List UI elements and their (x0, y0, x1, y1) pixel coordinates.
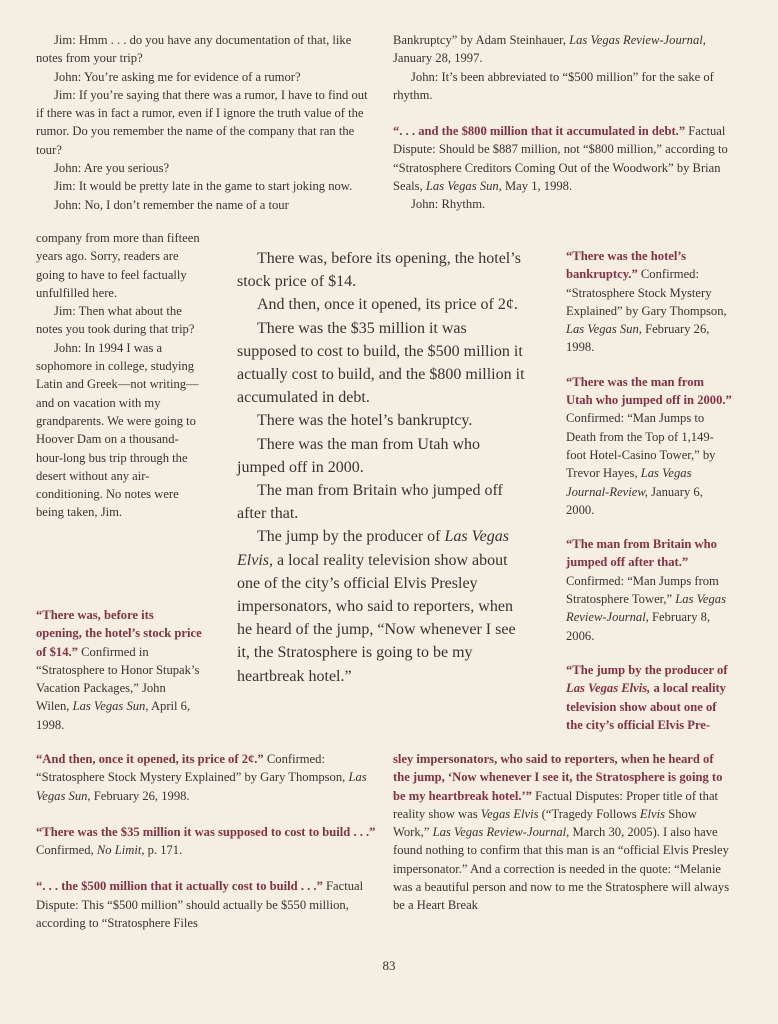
note-heading: “There was, before its opening, the hotel’s stock price of $14.” (36, 608, 202, 659)
main-text-column (237, 247, 530, 688)
main-paragraph: There was, before its opening, the hotel’s stock price of $14. (237, 250, 521, 291)
note: sley impersonators, who said to reporters, when he heard of the jump, ‘Now whenever I see it, the Stratosphere is going to be my heartbreak hotel.’” Factual Disputes: Proper title of that reality show was Vegas Elvis (“Tragedy Follows Elvis Show Work,” Las Vegas Review-Journal, March 30, 2005). I also have found nothing to confirm that this man is an “official Elvis Presley impersonator.” And a correction is needed in the quote: “Melanie was a beautiful person and now to me the Stratosphere will always be a Heart Break (393, 752, 730, 913)
left-narrow-column (36, 229, 202, 522)
right-notes-column (566, 247, 733, 750)
dialogue-line: John: It’s been abbreviated to “$500 million” for the sake of rhythm. (393, 69, 714, 102)
note-heading: “The man from Britain who jumped off after that.” (566, 537, 717, 570)
dialogue-line: Jim: It would be pretty late in the game to start joking now. (54, 179, 353, 194)
dialogue-line: John: You’re asking me for evidence of a rumor? (54, 69, 301, 84)
note-heading: “. . . the $500 million that it actually cost to build . . .” (36, 879, 323, 894)
main-paragraph: There was the $35 million it was supposed to cost to build, the $500 million it actually cost to build, and the $800 million it accumulated in debt. (237, 319, 525, 407)
bottom-left-notes (36, 750, 376, 950)
note-heading: “The jump by the producer of Las Vegas Elvis, a local reality television show about one of the city’s official Elvis Pre- (566, 662, 728, 732)
note-heading: sley impersonators, who said to reporters, when he heard of the jump, ‘Now whenever I see it, the Stratosphere is going to be my heartbreak hotel.’” (393, 752, 723, 803)
main-paragraph: And then, once it opened, its price of 2¢. (257, 296, 518, 314)
main-paragraph: There was the hotel’s bankruptcy. (257, 412, 473, 430)
dialogue-line: John: In 1994 I was a sophomore in college, studying Latin and Greek—not writing—and on vacation with my grandparents. We were going to Hoover Dam on a thousand-hour-long bus trip through the desert without any air-conditioning. No notes were being taken, Jim. (36, 340, 199, 520)
top-right-column: Bankruptcy” by Adam Steinhauer, Las Vegas Review-Journal, January 28, 1997. John: It’s been abbreviated to “$500 million” for the sake of rhythm. “. . . and the $800 million that it accumulated in debt.” Factual Dispute: Should be $887 million, not “$800 million,” according to “Stratosphere Creditors Coming Out of the Woodwork” by Brian Seals, Las Vegas Sun, May 1, 1998. John: Rhythm. (393, 31, 733, 214)
dialogue-line: Jim: Hmm . . . do you have any documentation of that, like notes from your trip? (36, 33, 352, 66)
dialogue-line: company from more than fifteen years ago. Sorry, readers are going to have to feel factually unfulfilled here. (36, 231, 200, 300)
bottom-right-note (393, 750, 733, 933)
note: “There was the hotel’s bankruptcy.” Confirmed: “Stratosphere Stock Mystery Explained” by Gary Thompson, Las Vegas Sun, February 26, 1998. (566, 249, 727, 355)
top-left-column (36, 31, 376, 214)
note-heading: “And then, once it opened, its price of 2¢.” (36, 752, 264, 766)
note (566, 661, 733, 734)
note-heading: “There was the man from Utah who jumped off in 2000.” (566, 374, 732, 408)
dialogue-line: Jim: If you’re saying that there was a rumor, I have to find out if there was in fact a rumor, even if I ignore the truth value of the rumor. Do you remember the name of the company that ran the tour? (36, 87, 368, 157)
note: “. . . the $500 million that it actually cost to build . . .” Factual Dispute: This “$500 million” should actually be $550 million, according to “Stratosphere Files (36, 879, 364, 931)
dialogue-line: John: Are you serious? (54, 161, 170, 176)
dialogue-line: John: Rhythm. (411, 197, 486, 212)
note: “There was the $35 million it was supposed to cost to build . . .” Confirmed, No Limit, p. 171. (36, 824, 376, 858)
note: “The man from Britain who jumped off after that.” Confirmed: “Man Jumps from Stratosphere Tower,” Las Vegas Review-Journal, February 8, 2006. (566, 537, 726, 643)
left-note: “There was, before its opening, the hotel’s stock price of $14.” Confirmed in “Stratosphere to Honor Stupak’s Vacation Packages,” John Wilen, Las Vegas Sun, April 6, 1998. (36, 608, 202, 732)
main-paragraph: The man from Britain who jumped off after that. (237, 482, 503, 523)
page-number: 83 (382, 958, 396, 973)
note-heading: “There was the hotel’s bankruptcy.” (566, 249, 686, 282)
note-heading: “There was the $35 million it was supposed to cost to build . . .” (36, 824, 376, 839)
main-paragraph: There was the man from Utah who jumped off in 2000. (237, 435, 481, 476)
dialogue-line: Jim: Then what about the notes you took during that trip? (36, 304, 195, 337)
note: “There was the man from Utah who jumped off in 2000.” Confirmed: “Man Jumps to Death from the Top of 1,149-foot Hotel-Casino Tower,” by Trevor Hayes, Las Vegas Journal-Review, January 6, 2000. (566, 374, 732, 517)
note-heading: “. . . and the $800 million that it accumulated in debt.” (393, 124, 686, 139)
dialogue-line: John: No, I don’t remember the name of a tour (54, 197, 289, 212)
main-paragraph: The jump by the producer of Las Vegas Elvis, a local reality television show about one of the city’s official Elvis Presley impersonators, who said to reporters, when he heard of the jump, “Now whenever I see it, the Stratosphere is going to be my heartbreak hotel.” (237, 528, 516, 685)
note: “And then, once it opened, its price of 2¢.” Confirmed: “Stratosphere Stock Mystery Explained” by Gary Thompson, Las Vegas Sun, February 26, 1998. (36, 752, 367, 803)
